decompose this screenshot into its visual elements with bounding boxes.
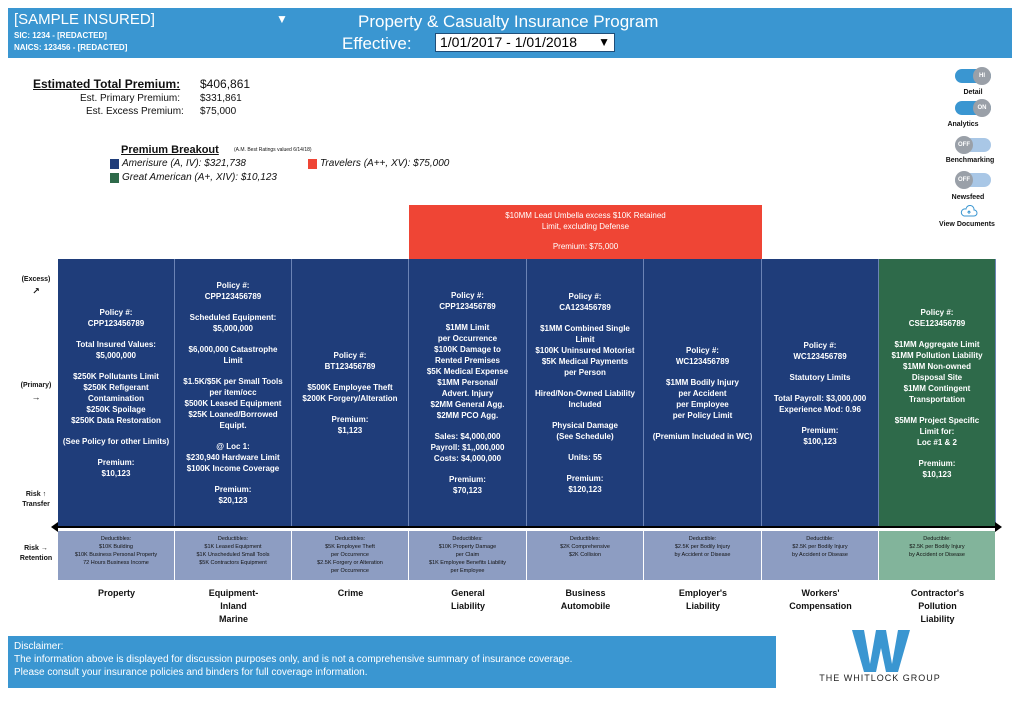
total-premium-label: Estimated Total Premium: — [33, 77, 181, 91]
policy-detail: Scheduled Equipment: $5,000,000 — [189, 313, 277, 333]
naics-code: NAICS: 123456 - [REDACTED] — [14, 43, 128, 52]
chevron-down-icon: ▼ — [598, 35, 610, 49]
newsfeed-toggle-knob: OFF — [955, 171, 973, 189]
policy-detail: Policy #: CPP123456789 — [204, 281, 262, 301]
policy-detail: Premium: $10,123 — [918, 458, 956, 479]
deductible-card[interactable] — [644, 531, 762, 580]
policy-detail: Statutory Limits — [789, 372, 851, 382]
policy-detail: $1MM Combined Single Limit $100K Uninsured Motorist $5K Medical Payments per Person — [535, 324, 635, 377]
view-documents-link[interactable]: View Documents — [939, 221, 995, 228]
timeline-right-arrow-icon — [995, 522, 1002, 532]
policy-detail: $1MM Aggregate Limit $1MM Pollution Liability $1MM Non-owned Disposal Site $1MM Contingent Transportation — [891, 339, 983, 404]
coverage-name-text: Equipment- Inland Marine — [208, 588, 259, 624]
policy-detail: $1MM Limit per Occurrence $100K Damage to Rented Premises $5K Medical Expense $1MM Personal/ Advert. Injury $2MM General Agg. $2MM PCO Agg. — [426, 323, 509, 420]
policy-detail: Policy #: BT123456789 — [324, 351, 376, 371]
sic-code: SIC: 1234 - [REDACTED] — [14, 31, 107, 40]
disclaimer-title: Disclaimer: — [14, 641, 64, 652]
insured-name[interactable]: [SAMPLE INSURED] — [14, 11, 155, 28]
deductible-card[interactable] — [879, 531, 996, 580]
policy-detail: Premium: $20,123 — [214, 485, 252, 505]
company-logo-text: THE WHITLOCK GROUP — [819, 673, 941, 683]
analytics-toggle[interactable] — [955, 101, 991, 115]
great-american-swatch — [110, 173, 119, 183]
coverage-name-text: Property — [97, 588, 135, 598]
excess-premium-label: Est. Excess Premium: — [86, 106, 184, 117]
coverage-name-text: Contractor's Pollution Liability — [910, 588, 965, 624]
policy-card[interactable] — [879, 259, 996, 527]
umbrella-line-1: $10MM Lead Umbella excess $10K Retained — [505, 211, 666, 220]
policy-detail: Policy #: WC123456789 — [675, 345, 730, 366]
deductible-card[interactable] — [409, 531, 527, 580]
primary-premium-label: Est. Primary Premium: — [80, 93, 181, 104]
cloud-upload-icon[interactable] — [960, 205, 978, 217]
policy-detail: Premium: $100,123 — [801, 425, 839, 446]
policy-detail: $500K Employee Theft $200K Forgery/Alteration — [302, 383, 398, 403]
premium-breakout-title: Premium Breakout — [121, 144, 219, 156]
coverage-name-text: Employer's Liability — [678, 588, 728, 611]
policy-card[interactable] — [58, 259, 175, 527]
policy-card[interactable] — [762, 259, 879, 527]
deductible-text: Deductibles: $2K Comprehensive $2K Collision — [560, 536, 610, 558]
deductible-text: Deductible: $2.5K per Bodily Injury by Accident or Disease — [792, 536, 848, 558]
coverage-name — [292, 587, 409, 600]
policy-detail: Total Insured Values: $5,000,000 — [76, 340, 156, 360]
policy-detail: Premium: $120,123 — [566, 474, 604, 494]
deductible-card[interactable] — [58, 531, 175, 580]
deductible-text: Deductibles: $10K Property Damage per Claim $1K Employee Benefits Liability per Employee — [428, 536, 507, 574]
policy-detail: Policy #: CSE123456789 — [908, 307, 966, 328]
policy-detail: Premium: $1,123 — [331, 415, 369, 435]
policy-detail: Premium: $70,123 — [449, 475, 486, 495]
amerisure-swatch — [110, 159, 119, 169]
policy-detail: Total Payroll: $3,000,000 Experience Mod: 0.96 — [773, 393, 867, 414]
policy-detail: $250K Pollutants Limit $250K Refigerant Contamination $250K Spoilage $250K Data Restoration — [71, 372, 161, 425]
policy-card[interactable] — [644, 259, 762, 527]
disclaimer-box — [8, 636, 776, 688]
timeline-left-arrow-icon — [51, 522, 58, 532]
coverage-name-text: General Liability — [450, 588, 485, 611]
insured-dropdown-arrow-icon[interactable]: ▼ — [276, 12, 288, 26]
risk-timeline — [57, 526, 997, 528]
detail-toggle-knob: HI — [973, 67, 991, 85]
effective-date-select[interactable] — [435, 33, 615, 52]
umbrella-premium: Premium: $75,000 — [552, 242, 619, 251]
legend-great-american: Great American (A+, XIV): $10,123 — [122, 172, 277, 183]
policy-card[interactable] — [409, 259, 527, 527]
detail-toggle[interactable] — [955, 69, 991, 83]
risk-transfer-label: Risk ↑ Transfer — [22, 491, 50, 508]
deductible-card[interactable] — [175, 531, 292, 580]
deductible-text: Deductibles: $10K Building $10K Business Personal Property 72 Hours Business Income — [74, 536, 158, 566]
policy-detail: Premium: $10,123 — [97, 458, 135, 478]
policy-detail: Physical Damage (See Schedule) — [552, 421, 618, 441]
policy-detail: Policy #: CA123456789 — [559, 292, 611, 312]
umbrella-line-2: Limit, excluding Defense — [541, 222, 630, 231]
deductible-card[interactable] — [527, 531, 644, 580]
risk-retention-label: Risk → Retention — [19, 545, 53, 562]
primary-arrow-icon: → — [31, 392, 41, 402]
analytics-toggle-label: Analytics — [947, 121, 979, 128]
benchmarking-toggle[interactable] — [955, 138, 991, 152]
coverage-name — [175, 587, 292, 626]
policy-detail: Units: 55 — [568, 453, 602, 462]
benchmarking-toggle-label: Benchmarking — [945, 157, 995, 164]
newsfeed-toggle[interactable] — [955, 173, 991, 187]
policy-detail: $6,000,000 Catastrophe Limit — [188, 345, 278, 365]
detail-toggle-label: Detail — [963, 89, 983, 96]
primary-label: (Primary) — [20, 382, 52, 389]
policy-detail: Hired/Non-Owned Liability Included — [534, 389, 635, 409]
policy-detail: Sales: $4,000,000 Payroll: $1,,000,000 Costs: $4,000,000 — [430, 432, 505, 463]
benchmarking-toggle-knob: OFF — [955, 136, 973, 154]
deductible-text: Deductible: $2.5K per Bodily Injury by Accident or Disease — [909, 536, 965, 558]
policy-card[interactable] — [175, 259, 292, 527]
program-title: Property & Casualty Insurance Program — [358, 12, 659, 31]
disclaimer-line-1: The information above is displayed for discussion purposes only, and is not a comprehensive summary of insurance coverage. — [14, 654, 573, 665]
coverage-name-text: Workers' Compensation — [789, 588, 852, 611]
policy-detail: Policy #: WC123456789 — [793, 340, 847, 361]
policy-card[interactable] — [292, 259, 409, 527]
policy-detail: Policy #: CPP123456789 — [87, 308, 145, 328]
coverage-name-text: Business Automobile — [560, 588, 611, 611]
policy-detail: $1.5K/$5K per Small Tools per item/occ $500K Leased Equipment $25K Loaned/Borrowed Equipt. — [183, 377, 283, 430]
policy-detail: (See Policy for other Limits) — [62, 437, 170, 446]
effective-label: Effective: — [342, 34, 412, 53]
effective-date-value: 1/01/2017 - 1/01/2018 — [440, 34, 578, 50]
deductible-text: Deductibles: $5K Employee Theft per Occurrence $2.5K Forgery or Alteration per Occurrence — [317, 536, 383, 574]
coverage-name — [879, 587, 996, 626]
travelers-swatch — [308, 159, 317, 169]
policy-detail: $5MM Project Specific Limit for: Loc #1 & 2 — [894, 415, 980, 447]
coverage-name — [58, 587, 175, 600]
coverage-name-text: Crime — [337, 588, 364, 598]
coverage-name — [527, 587, 644, 613]
newsfeed-toggle-label: Newsfeed — [951, 194, 985, 201]
policy-detail: $1MM Bodily Injury per Accident per Employee per Policy Limit — [666, 377, 739, 420]
excess-premium-value: $75,000 — [200, 106, 237, 117]
deductible-text: Deductible: $2.5K per Bodily Injury by Accident or Disease — [674, 536, 731, 558]
disclaimer-line-2: Please consult your insurance policies and binders for full coverage information. — [14, 667, 368, 678]
coverage-name — [644, 587, 762, 613]
total-premium-value: $406,861 — [200, 77, 251, 91]
policy-card[interactable] — [527, 259, 644, 527]
umbrella-policy-box[interactable] — [409, 205, 762, 259]
policy-detail: Policy #: CPP123456789 — [439, 291, 496, 311]
policy-detail: (Premium Included in WC) — [652, 431, 753, 441]
legend-amerisure: Amerisure (A, IV): $321,738 — [122, 158, 246, 169]
analytics-toggle-knob: ON — [973, 99, 991, 117]
coverage-name — [409, 587, 527, 613]
deductible-card[interactable] — [292, 531, 409, 580]
policy-detail: @ Loc 1: $230,940 Hardware Limit $100K Income Coverage — [186, 442, 280, 473]
primary-premium-value: $331,861 — [200, 93, 242, 104]
coverage-name — [762, 587, 879, 613]
deductible-card[interactable] — [762, 531, 879, 580]
deductible-text: Deductibles: $1K Leased Equipment $1K Unscheduled Small Tools $5K Contractors Equipment — [196, 536, 270, 566]
am-best-note: (A.M. Best Ratings valued 6/14/18) — [234, 147, 312, 153]
header-bar — [8, 8, 1012, 58]
excess-label: (Excess) — [21, 276, 51, 283]
legend-travelers: Travelers (A++, XV): $75,000 — [320, 158, 450, 169]
excess-arrow-icon: ↗ — [32, 286, 40, 296]
